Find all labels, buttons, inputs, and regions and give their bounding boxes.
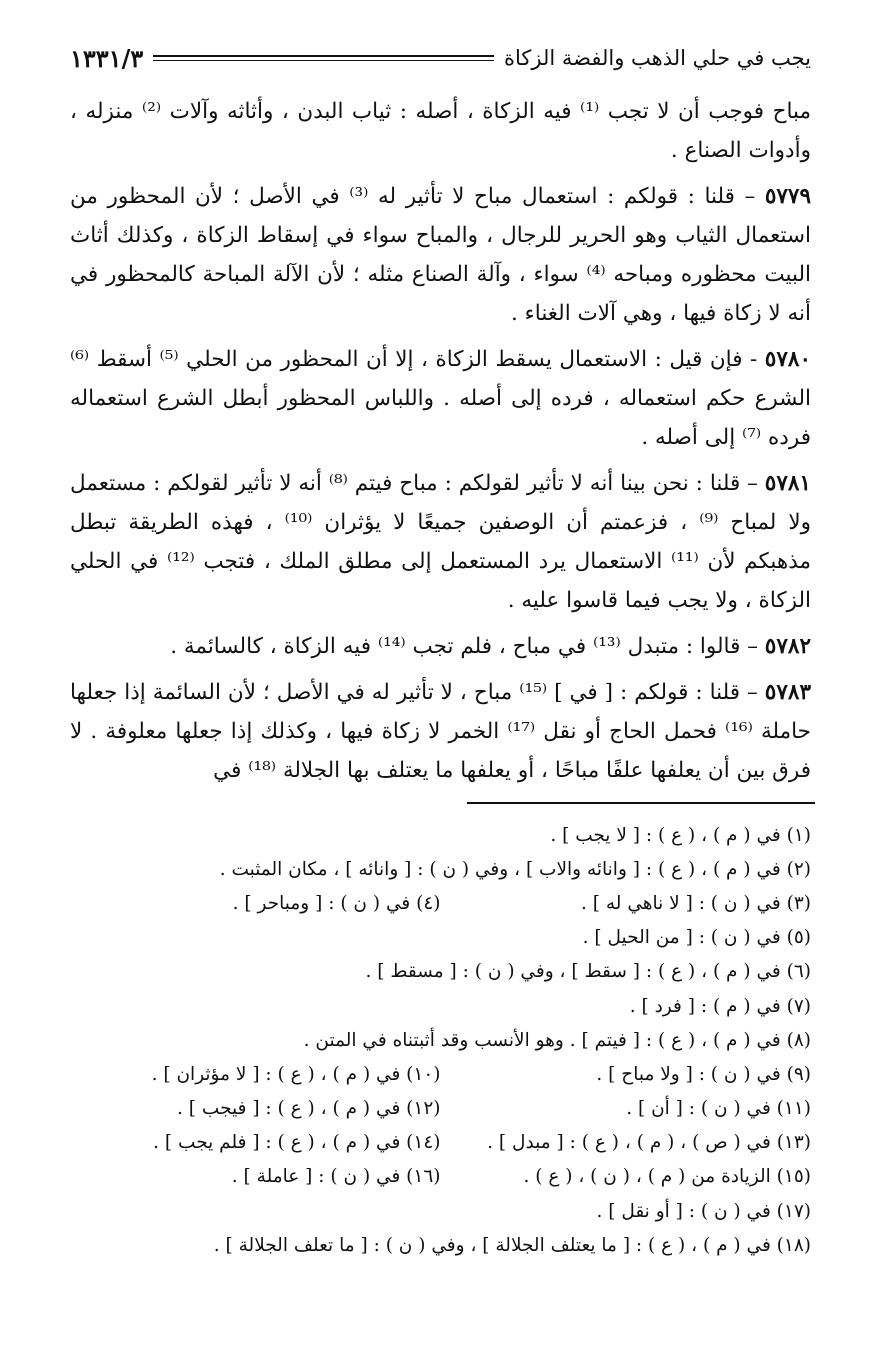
footnote: (١٥) الزيادة من ( م ) ، ( ن ) ، ( ع ) .: [523, 1166, 811, 1188]
paragraph-text: مباح فوجب أن لا تجب ⁽¹⁾ فيه الزكاة ، أصله : ثياب البدن ، وأثاثه وآلات ⁽²⁾ منزله ، وأدوات الصناع .: [70, 99, 811, 163]
paragraph: [70, 340, 811, 457]
main-text: [70, 92, 811, 797]
paragraph-text: – قالوا : متبدل ⁽¹³⁾ في مباح ، فلم تجب ⁽¹⁴⁾ فيه الزكاة ، كالسائمة .: [170, 634, 765, 659]
footnote-row: [70, 1126, 811, 1160]
paragraph-text: - فإن قيل : الاستعمال يسقط الزكاة ، إلا أن المحظور من الحلي ⁽⁵⁾ أسقط ⁽⁶⁾ الشرع حكم استعماله ، فرده إلى أصله . واللباس المحظور أبطل الشرع استعماله فرده ⁽⁷⁾ إلى أصله .: [70, 347, 811, 450]
page-number: ١٣٣١/٣: [70, 43, 144, 73]
paragraph-number: ٥٧٨٢: [764, 634, 811, 659]
paragraph-text: – قلنا : قولكم : استعمال مباح لا تأثير له ⁽³⁾ في الأصل ؛ لأن المحظور من استعمال الثياب وهو الحرير للرجال ، والمباح سواء في إسقاط الزكاة ، وكذلك أثاث البيت محظوره ومباحه ⁽⁴⁾ سواء ، وآلة الصناع مثله ؛ لأن الآلة المباحة كالمحظور في أنه لا زكاة فيها ، وهي آلات الغناء .: [70, 184, 811, 326]
footnote: (٢) في ( م ) ، ( ع ) : [ وانائه والاب ] ، وفي ( ن ) : [ وانائه ] ، مكان المثبت .: [219, 858, 811, 880]
paragraph-text: – قلنا : قولكم : [ في ] ⁽¹⁵⁾ مباح ، لا تأثير له في الأصل ؛ لأن السائمة إذا جعلها حاملة ⁽¹⁶⁾ فحمل الحاج أو نقل ⁽¹⁷⁾ الخمر لا زكاة فيها ، وكذلك إذا جعلها معلوفة . لا فرق بين أن يعلفها علفًا مباحًا ، أو يعلفها ما يعتلف بها الجلالة ⁽¹⁸⁾ في: [70, 680, 811, 783]
footnote: (٣) في ( ن ) : [ لا ناهي له ] .: [581, 892, 811, 914]
running-title: يجب في حلي الذهب والفضة الزكاة: [503, 46, 811, 70]
footnote-row: [70, 921, 811, 955]
paragraph: [70, 92, 811, 170]
footnote: (١٨) في ( م ) ، ( ع ) : [ ما يعتلف الجلالة ] ، وفي ( ن ) : [ ما تعلف الجلالة ] .: [213, 1234, 811, 1256]
footnote-row: [70, 1228, 811, 1262]
paragraph: [70, 627, 811, 666]
footnote-row: [70, 1057, 811, 1091]
paragraph-number: ٥٧٨٣: [764, 680, 811, 705]
page-header: [70, 38, 811, 78]
footnote-row: [70, 852, 811, 886]
footnote-row: [70, 1092, 811, 1126]
footnote: (١) في ( م ) ، ( ع ) : [ لا يجب ] .: [550, 824, 811, 846]
footnote: (١٣) في ( ص ) ، ( م ) ، ( ع ) : [ مبدل ] .: [487, 1132, 811, 1154]
footnote-row: [70, 1160, 811, 1194]
footnote: (٦) في ( م ) ، ( ع ) : [ سقط ] ، وفي ( ن ) : [ مسقط ] .: [365, 961, 811, 983]
paragraph-number: ٥٧٨١: [764, 471, 811, 496]
footnote: (١٢) في ( م ) ، ( ع ) : [ فيجب ] .: [177, 1098, 441, 1120]
footnote-row: [70, 886, 811, 920]
footnote: (٧) في ( م ) : [ فرد ] .: [629, 995, 811, 1017]
footnote: (٥) في ( ن ) : [ من الحيل ] .: [582, 927, 811, 949]
footnote: (٩) في ( ن ) : [ ولا مباح ] .: [596, 1063, 811, 1085]
footnote: (١٠) في ( م ) ، ( ع ) : [ لا مؤثران ] .: [151, 1063, 441, 1085]
paragraph: [70, 464, 811, 620]
header-rule: [153, 55, 494, 61]
paragraph: [70, 673, 811, 790]
footnote: (١٧) في ( ن ) : [ أو نقل ] .: [596, 1200, 811, 1222]
footnote-row: [70, 989, 811, 1023]
footnote: (٤) في ( ن ) : [ ومباحر ] .: [232, 892, 441, 914]
paragraph-number: ٥٧٧٩: [764, 184, 812, 209]
footnote: (١٦) في ( ن ) : [ عاملة ] .: [231, 1166, 441, 1188]
footnote: (١٤) في ( م ) ، ( ع ) : [ فلم يجب ] .: [153, 1132, 441, 1154]
paragraph: [70, 177, 811, 333]
footnote: (١١) في ( ن ) : [ أن ] .: [626, 1098, 811, 1120]
footnote-row: [70, 1194, 811, 1228]
footnote-row: [70, 955, 811, 989]
footnotes: [70, 818, 811, 1262]
paragraph-number: ٥٧٨٠: [764, 347, 811, 372]
paragraph-text: – قلنا : نحن بينا أنه لا تأثير لقولكم : مباح فيتم ⁽⁸⁾ أنه لا تأثير لقولكم : مستعمل ولا لمباح ⁽⁹⁾ ، فزعمتم أن الوصفين جميعًا لا يؤثران ⁽¹⁰⁾ ، فهذه الطريقة تبطل مذهبكم لأن ⁽¹¹⁾ الاستعمال يرد المستعمل إلى مطلق الملك ، فتجب ⁽¹²⁾ في الحلي الزكاة ، ولا يجب فيما قاسوا عليه .: [70, 471, 811, 613]
footnote: (٨) في ( م ) ، ( ع ) : [ فيتم ] . وهو الأنسب وقد أثبتناه في المتن .: [303, 1029, 811, 1051]
footnote-row: [70, 1023, 811, 1057]
footnote-row: [70, 818, 811, 852]
footnote-separator: [467, 802, 815, 804]
